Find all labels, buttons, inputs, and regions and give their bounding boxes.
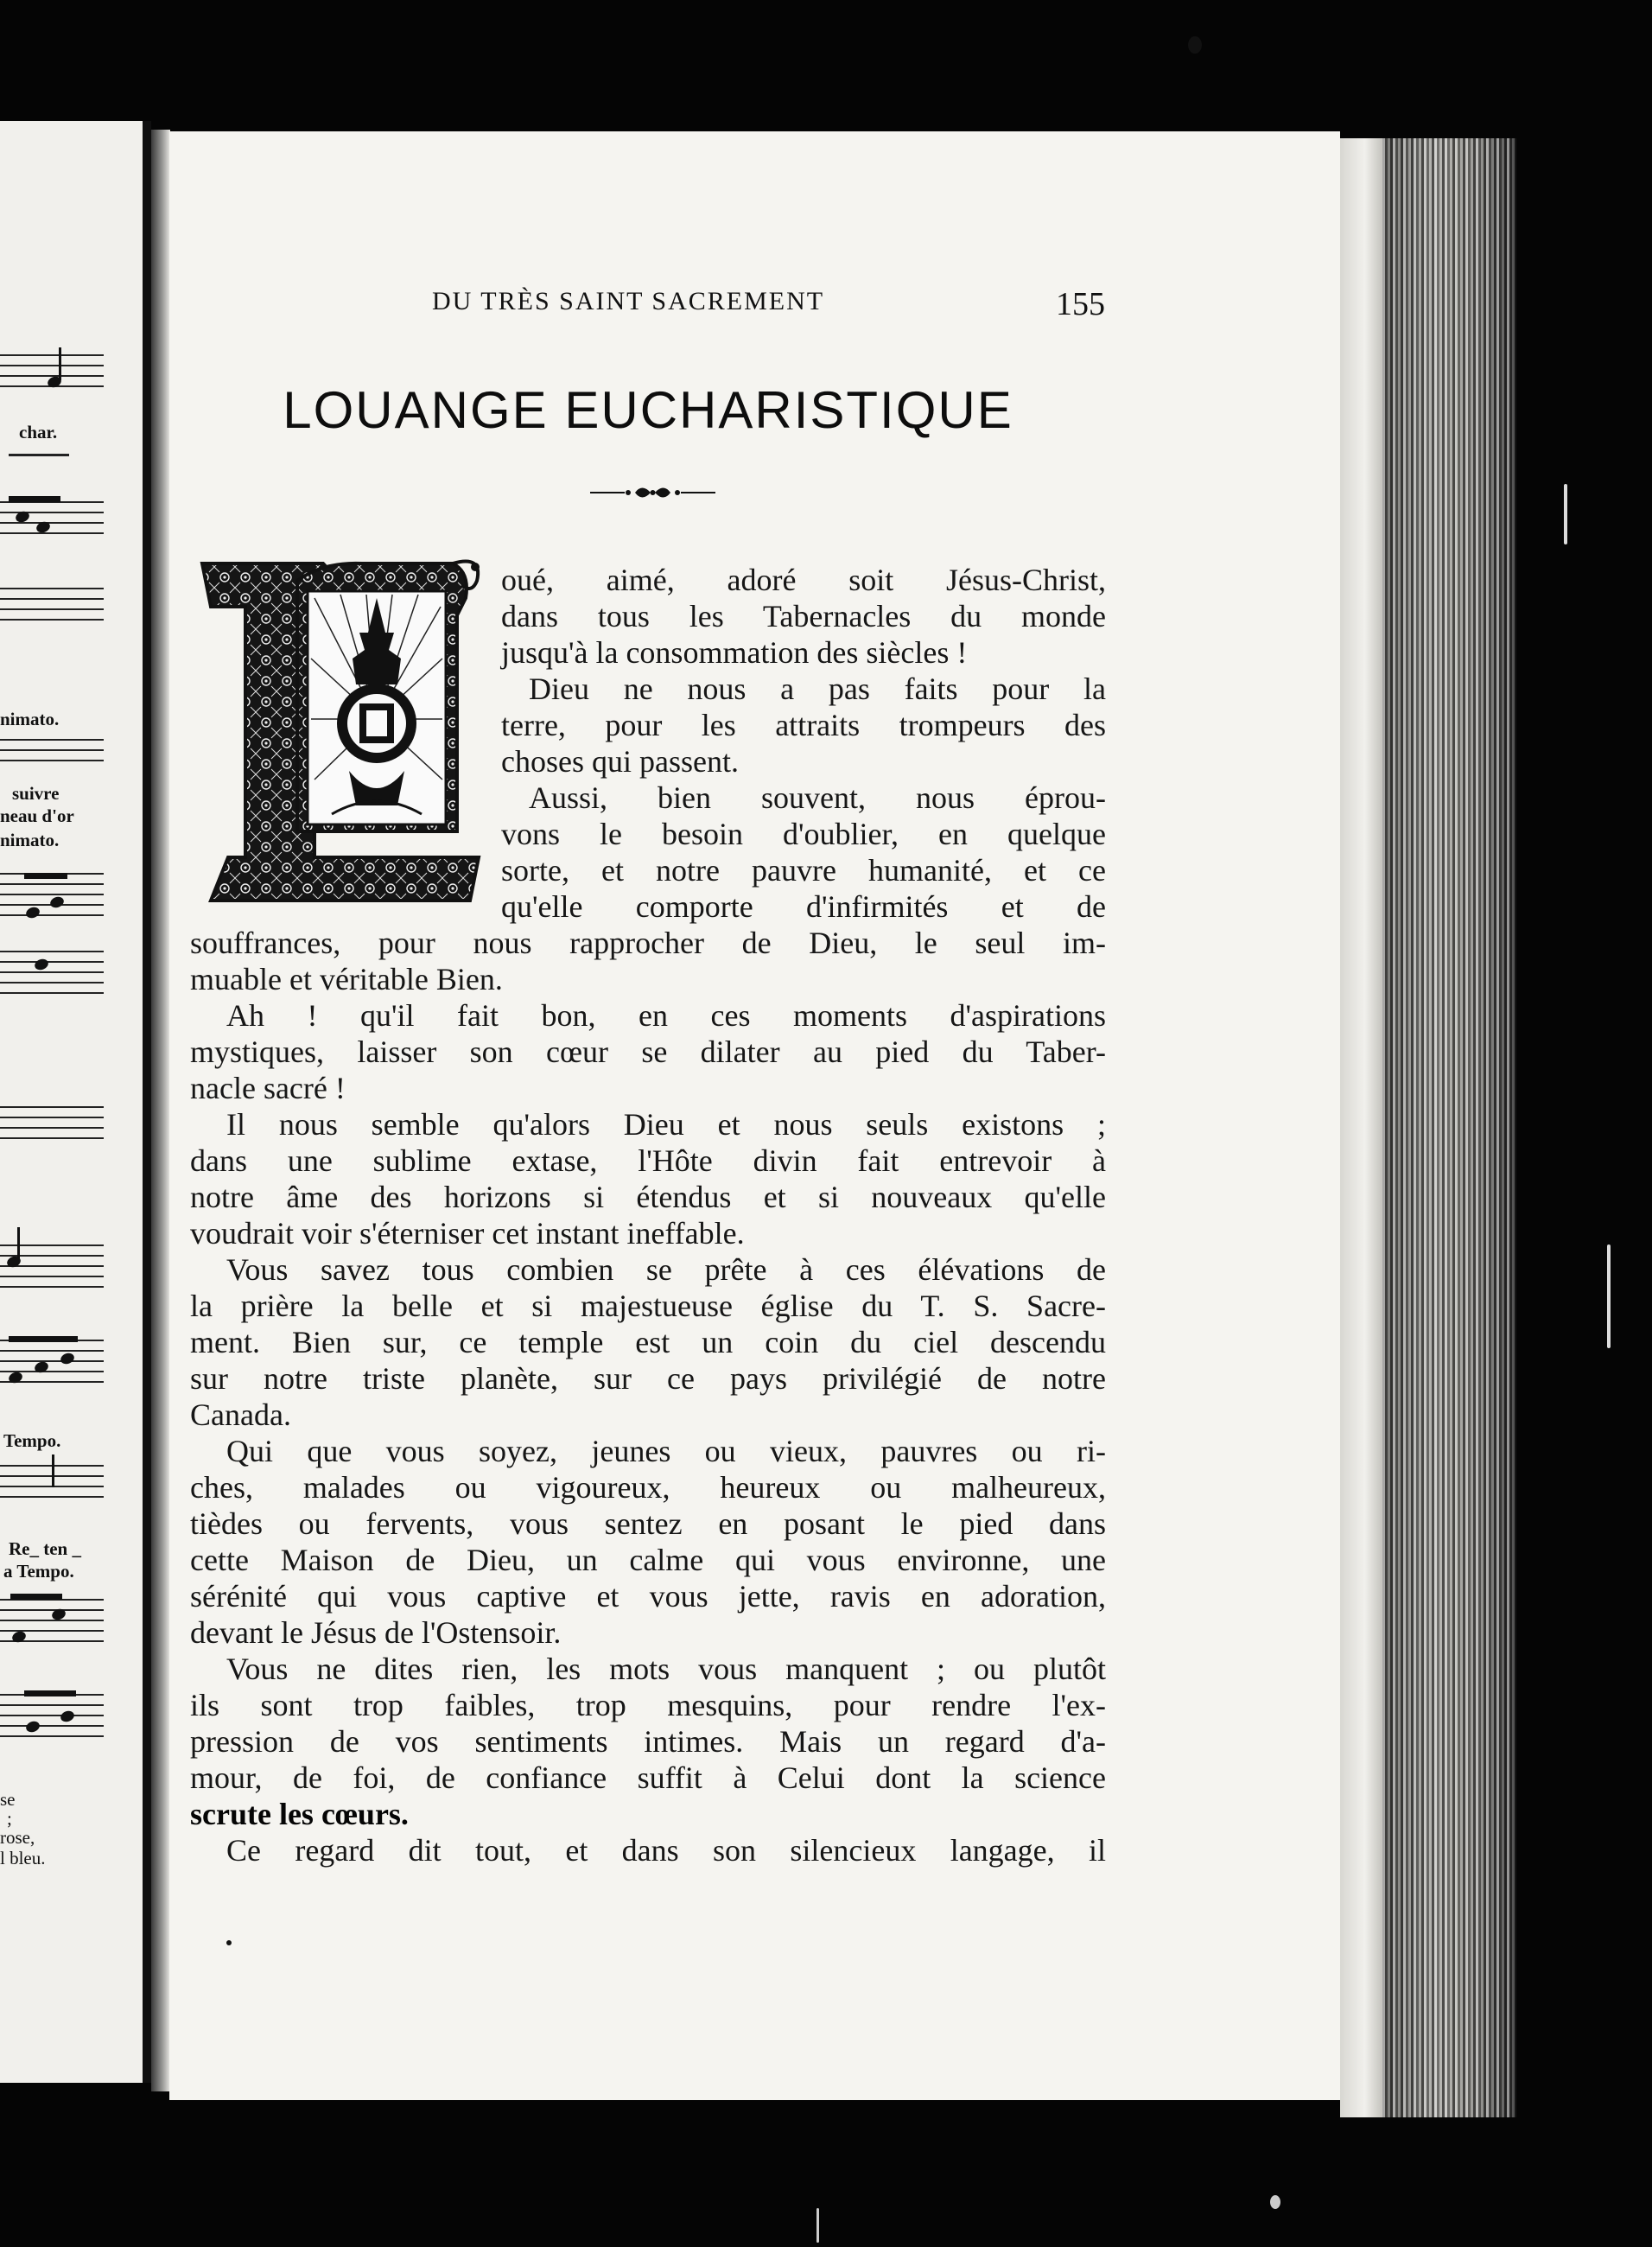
text-line: sérénité qui vous captive et vous jette, ravis en adoration, [190, 1579, 1106, 1614]
music-word: Re_ ten _ [9, 1538, 81, 1559]
text-line: cette Maison de Dieu, un calme qui vous environne, une [190, 1543, 1106, 1577]
text-line: choses qui passent. [501, 744, 739, 779]
music-staff [0, 1106, 104, 1148]
text-line: jusqu'à la consommation des siècles ! [501, 635, 968, 670]
text-line: Ah ! qu'il fait bon, en ces moments d'aspirations [226, 998, 1106, 1033]
book-gutter [151, 130, 170, 2091]
music-staff [0, 354, 104, 396]
music-staff [0, 1694, 104, 1746]
dust-speck [816, 2208, 819, 2243]
text-line: tièdes ou fervents, vous sentez en posant le pied dans [190, 1506, 1106, 1541]
music-word: se [0, 1789, 16, 1810]
dust-speck [226, 1940, 232, 1945]
text-line: scrute les cœurs. [190, 1797, 409, 1831]
text-line: Qui que vous soyez, jeunes ou vieux, pauvres ou ri- [226, 1434, 1106, 1468]
music-word: nimato. [0, 709, 60, 729]
text-line: Ce regard dit tout, et dans son silencieux langage, il [226, 1833, 1106, 1868]
running-header: DU TRÈS SAINT SACREMENT [432, 287, 825, 315]
text-line: Il nous semble qu'alors Dieu et nous seuls existons ; [226, 1107, 1106, 1142]
text-line: souffrances, pour nous rapprocher de Dieu, le seul im- [190, 926, 1106, 960]
text-line: oué, aimé, adoré soit Jésus-Christ, [501, 563, 1106, 597]
illuminated-initial-l-icon [194, 546, 487, 907]
music-staff [0, 873, 104, 925]
text-line: terre, pour les attraits trompeurs des [501, 708, 1106, 742]
text-line: Vous savez tous combien se prête à ces élévations de [226, 1252, 1106, 1287]
text-line: muable et véritable Bien. [190, 962, 503, 996]
chapter-title: LOUANGE EUCHARISTIQUE [283, 381, 1013, 439]
text-line: mystiques, laisser son cœur se dilater au pied du Taber- [190, 1034, 1106, 1069]
music-staff [0, 501, 104, 543]
text-line: ches, malades ou vigoureux, heureux ou malheureux, [190, 1470, 1106, 1505]
text-line: notre âme des horizons si étendus et si nouveaux qu'elle [190, 1180, 1106, 1214]
dust-speck [1564, 484, 1567, 544]
text-line: dans tous les Tabernacles du monde [501, 599, 1106, 633]
text-line: Dieu ne nous a pas faits pour la [529, 672, 1106, 706]
text-line: sur notre triste planète, sur ce pays privilégié de notre [190, 1361, 1106, 1396]
text-line: sorte, et notre pauvre humanité, et ce [501, 853, 1106, 888]
dust-speck [1607, 1244, 1611, 1348]
music-word: ; [7, 1808, 12, 1829]
music-staff [0, 1244, 104, 1296]
music-word: a Tempo. [3, 1561, 74, 1582]
music-word: l bleu. [0, 1848, 46, 1868]
text-line: dans une sublime extase, l'Hôte divin fait entrevoir à [190, 1143, 1106, 1178]
music-word: Tempo. [3, 1430, 61, 1451]
book-page-edges [1382, 138, 1516, 2117]
music-word: char. [19, 422, 58, 442]
text-line: vons le besoin d'oublier, en quelque [501, 817, 1106, 851]
text-line: ment. Bien sur, ce temple est un coin du ciel descendu [190, 1325, 1106, 1359]
text-line: Canada. [190, 1397, 291, 1432]
text-line: qu'elle comporte d'infirmités et de [501, 889, 1106, 924]
music-word: nimato. [0, 830, 60, 850]
music-staff [0, 739, 104, 765]
previous-page-fragment [0, 121, 151, 2083]
music-staff [0, 951, 104, 1003]
music-staff [0, 588, 104, 629]
text-line: devant le Jésus de l'Ostensoir. [190, 1615, 562, 1650]
music-word: neau d'or [0, 805, 74, 826]
music-staff [0, 1599, 104, 1651]
dust-speck [1270, 2195, 1280, 2209]
title-ornament-icon [590, 480, 715, 506]
music-staff [0, 1340, 104, 1391]
text-line: Vous ne dites rien, les mots vous manquent ; ou plutôt [226, 1652, 1106, 1686]
page-number: 155 [1056, 286, 1105, 322]
text-line: Aussi, bien souvent, nous éprou- [529, 780, 1106, 815]
text-line: la prière la belle et si majestueuse église du T. S. Sacre- [190, 1289, 1106, 1323]
text-line: voudrait voir s'éterniser cet instant ineffable. [190, 1216, 745, 1251]
music-staff [0, 1465, 104, 1499]
text-line: nacle sacré ! [190, 1071, 346, 1105]
music-word: rose, [0, 1827, 35, 1848]
dust-speck [1188, 36, 1202, 54]
text-line: ils sont trop faibles, trop mesquins, pour rendre l'ex- [190, 1688, 1106, 1722]
text-line: mour, de foi, de confiance suffit à Celui dont la science [190, 1760, 1106, 1795]
text-line: pression de vos sentiments intimes. Mais un regard d'a- [190, 1724, 1106, 1759]
music-word: suivre [12, 783, 60, 804]
